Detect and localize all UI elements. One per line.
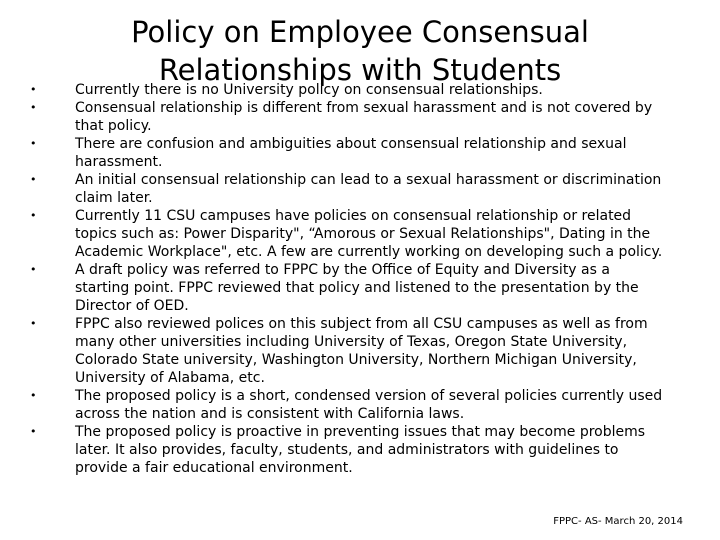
bullet-text: Currently there is no University policy on consensual relationships.: [75, 82, 543, 98]
bullet-text: The proposed policy is a short, condensed version of several policies currently used across the nation and is consistent with California laws.: [75, 388, 663, 422]
bullet-text: There are confusion and ambiguities about consensual relationship and sexual harassment.: [75, 136, 627, 170]
bullet-icon: •: [30, 209, 37, 222]
bullet-item: [28, 261, 696, 315]
bullet-icon: •: [30, 137, 37, 150]
bullet-list: [28, 81, 696, 477]
bullet-item: [28, 135, 696, 171]
bullet-icon: •: [30, 83, 37, 96]
bullet-icon: •: [30, 425, 37, 438]
bullet-item: [28, 207, 696, 261]
bullet-icon: •: [30, 317, 37, 330]
bullet-icon: •: [30, 389, 37, 402]
bullet-text: FPPC also reviewed polices on this subject from all CSU campuses as well as from many other universities including University of Texas, Oregon State University, Colorado State university, Washington University, Northern Michigan University, University of Alabama, etc.: [75, 316, 648, 386]
bullet-text: An initial consensual relationship can lead to a sexual harassment or discrimination claim later.: [75, 172, 662, 206]
bullet-icon: •: [30, 101, 37, 114]
bullet-item: [28, 81, 696, 99]
bullet-text: Consensual relationship is different from sexual harassment and is not covered by that policy.: [75, 100, 653, 134]
slide-title-line-1: Policy on Employee Consensual: [131, 15, 589, 50]
bullet-item: [28, 387, 696, 423]
bullet-icon: •: [30, 173, 37, 186]
bullet-text: The proposed policy is proactive in preventing issues that may become problems later. It also provides, faculty, students, and administrators with guidelines to provide a fair educational environment.: [75, 424, 646, 476]
bullet-text: A draft policy was referred to FPPC by the Office of Equity and Diversity as a starting point. FPPC reviewed that policy and listened to the presentation by the Director of OED.: [75, 262, 639, 314]
bullet-icon: •: [30, 263, 37, 276]
slide-title: [60, 13, 660, 89]
bullet-item: [28, 423, 696, 477]
bullet-item: [28, 171, 696, 207]
slide-footer: FPPC- AS- March 20, 2014: [553, 516, 683, 527]
bullet-text: Currently 11 CSU campuses have policies on consensual relationship or related topics such as: Power Disparity", “Amorous or Sexual Relationships", Dating in the Academic Workplace", etc. A few are currently working on developing such a policy.: [75, 208, 663, 260]
bullet-item: [28, 315, 696, 387]
bullet-item: [28, 99, 696, 135]
slide-title-line-2: Relationships with Students: [158, 53, 562, 88]
